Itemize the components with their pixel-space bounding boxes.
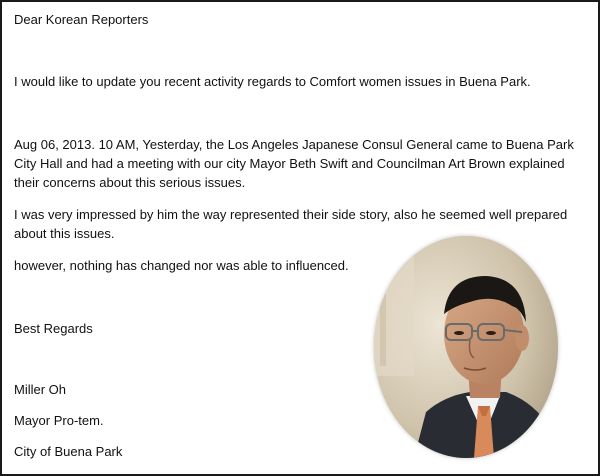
signature-org: City of Buena Park (14, 444, 123, 459)
salutation: Dear Korean Reporters (14, 12, 149, 27)
closing-text: Best Regards (14, 321, 93, 336)
portrait-photo (374, 236, 558, 458)
meeting-paragraph: Aug 06, 2013. 10 AM, Yesterday, the Los Angeles Japanese Consul General came to Buena Park City Hall and had a meeting with our city Mayor Beth Swift and Councilman Art Brown explained their concerns about this serious issues. (14, 137, 574, 190)
signature-name: Miller Oh (14, 382, 67, 397)
intro-paragraph: I would like to update you recent activity regards to Comfort women issues in Buena Park. (14, 74, 531, 89)
signature-title: Mayor Pro-tem. (14, 413, 104, 428)
impression-paragraph: I was very impressed by him the way represented their side story, also he seemed well prepared about this issues. (14, 207, 568, 241)
outcome-paragraph: however, nothing has changed nor was able to influenced. (14, 258, 349, 273)
portrait-illustration (374, 236, 558, 458)
